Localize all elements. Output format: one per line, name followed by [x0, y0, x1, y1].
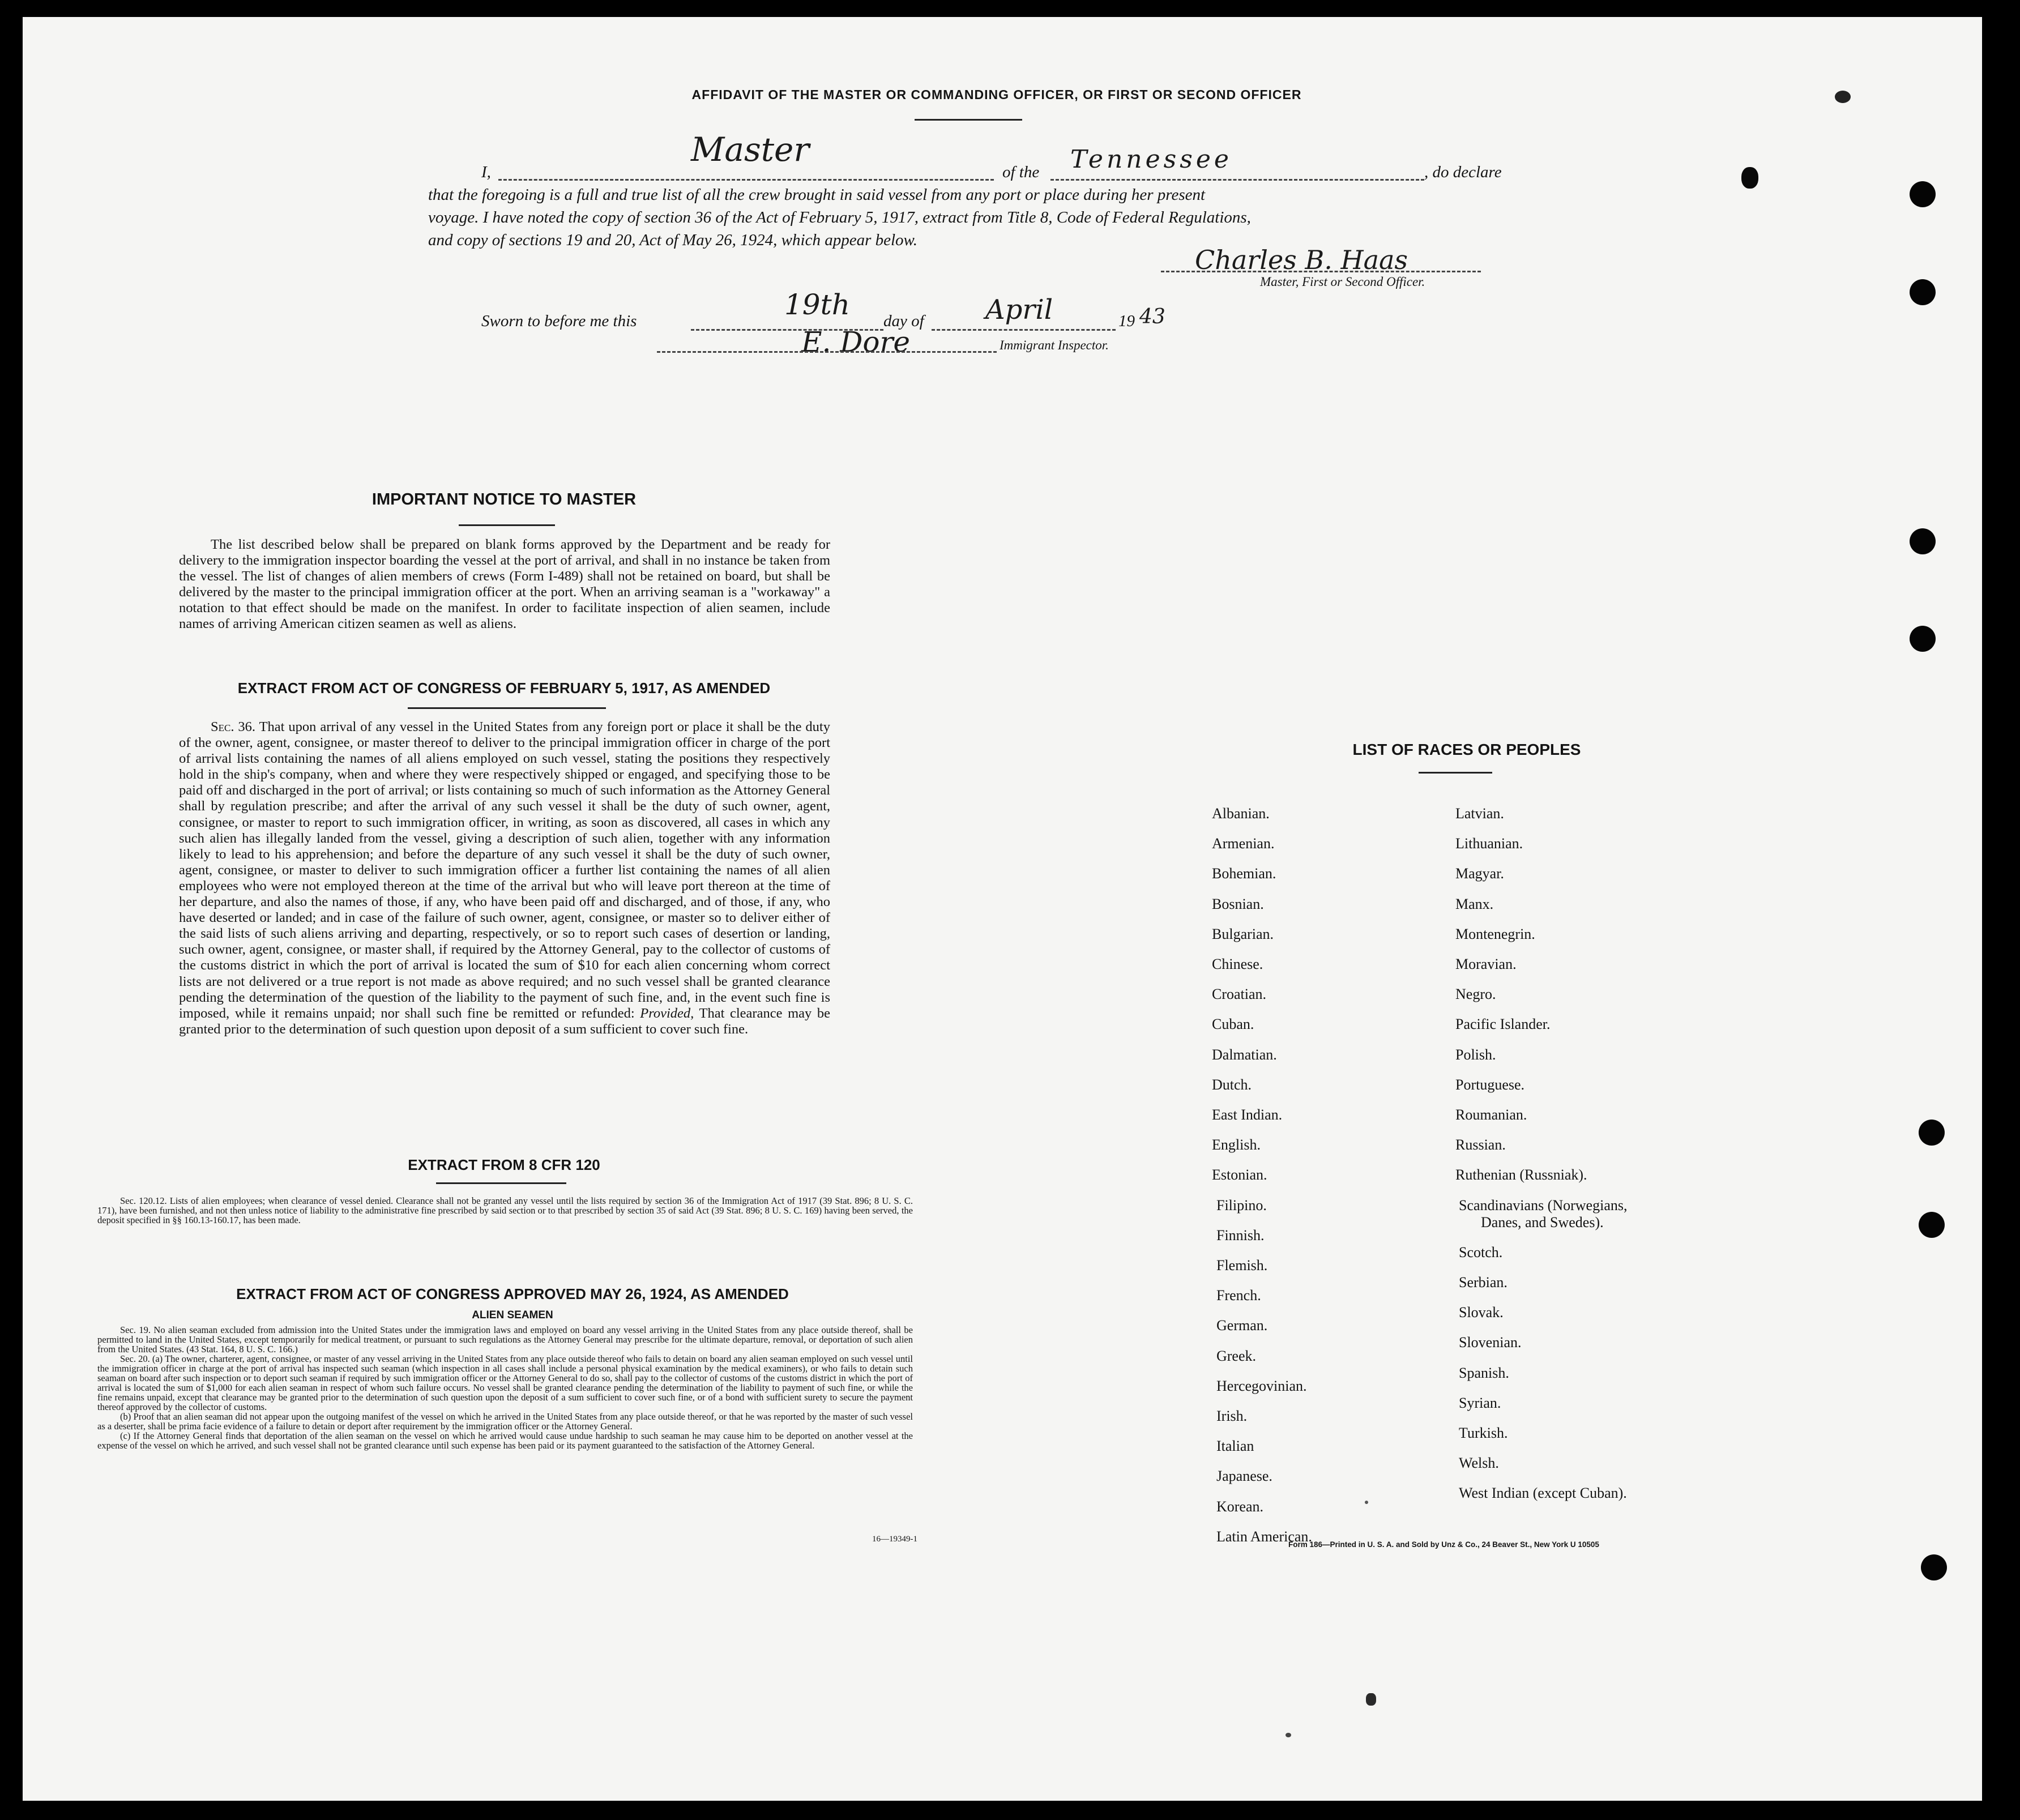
sworn-month-handwritten: April	[985, 294, 1053, 326]
race-item: Slovenian.	[1459, 1334, 1522, 1351]
race-item: Japanese.	[1216, 1468, 1272, 1485]
master-signature: Charles B. Haas	[1195, 245, 1408, 275]
extract-1924-sec19: Sec. 19. No alien seaman excluded from admission into the United States under the immigration laws and employed on board any vessel arriving in the United States from any place outside thereof, shall be permitted to land in the United States, except temporarily for medical treatment, or pursuant to such regulations as the Attorney General may prescribe for the ultimate departure, removal, or deportation of such alien from the United States. (43 Stat. 164, 8 U. S. C. 166.)	[97, 1325, 913, 1355]
race-item: Welsh.	[1459, 1455, 1499, 1472]
race-item: Chinese.	[1212, 956, 1263, 972]
extract-1924-sec20a: Sec. 20. (a) The owner, charterer, agent, consignee, or master of any vessel arriving in the United States from any place outside thereof who fails to detain on board any alien seaman employed on such vessel until the immigration officer in charge at the port of arrival has inspected such seaman (which inspection in all cases shall include a personal physical examination by the medical examiners), or who fails to detain such seaman on board after such inspection or to deport such seaman if required by such immigration officer or the Attorney General to do so, shall pay to the collector of customs of the customs district in which the port of arrival is located the sum of $1,000 for each alien seaman in respect of whom such failure occurs. No vessel shall be granted clearance pending the determination of the liability to payment of such fine, or while the fine remains unpaid, except that clearance may be granted prior to the determination of such question upon the deposit of a sum sufficient to cover such fine, or of a bond with sufficient surety to secure the payment thereof approved by the collector of customs.	[97, 1353, 913, 1412]
race-item: Dutch.	[1212, 1076, 1252, 1093]
race-item: Magyar.	[1455, 865, 1504, 882]
binder-hole	[1910, 279, 1936, 305]
race-item: Italian	[1216, 1438, 1254, 1455]
race-item: Latvian.	[1455, 805, 1504, 822]
race-item: Bulgarian.	[1212, 925, 1274, 942]
sworn-prefix: Sworn to before me this	[481, 312, 637, 330]
ink-speck	[1365, 1501, 1368, 1504]
race-item: Lithuanian.	[1455, 835, 1523, 852]
ink-speck	[1286, 1733, 1291, 1737]
binder-hole	[1919, 1212, 1945, 1238]
extract-1917-section-label: Sec. 36.	[211, 719, 256, 734]
extract-1924-sec20b: (b) Proof that an alien seaman did not appear upon the outgoing manifest of the vessel on which he arrived in the United States from any place outside thereof, or that he was reported by the master of such vessel as a deserter, shall be prima facie evidence of a failure to detain or deport after requirement by the immigration officer or the Attorney General.	[97, 1411, 913, 1432]
race-item: Albanian.	[1212, 805, 1270, 822]
race-item: Filipino.	[1216, 1197, 1267, 1214]
race-item: Finnish.	[1216, 1227, 1265, 1244]
sworn-year-prefix: 19	[1118, 312, 1135, 330]
master-signature-line	[1161, 271, 1481, 272]
affidavit-line1-prefix: I,	[481, 163, 491, 181]
sworn-year-handwritten: 43	[1139, 305, 1165, 328]
inspector-signature-caption: Immigrant Inspector.	[1000, 338, 1109, 352]
sworn-mid: day of	[883, 312, 924, 330]
race-item: Slovak.	[1459, 1304, 1504, 1321]
extract-1924-title: EXTRACT FROM ACT OF CONGRESS APPROVED MAY 26, 1924, AS AMENDED	[236, 1285, 789, 1302]
inspector-signature: E. Dore	[801, 326, 910, 358]
extract-1924-sec20c: (c) If the Attorney General finds that deportation of the alien seaman on the vessel on which he arrived would cause undue hardship to such seaman he may cause him to be deported on another vessel at the expense of the vessel on which he arrived, and such vessel shall not be granted clearance until such expense has been paid or its payment guaranteed to the satisfaction of the Attorney General.	[97, 1430, 913, 1451]
affidavit-line4: and copy of sections 19 and 20, Act of May 26, 1924, which appear below.	[428, 231, 917, 249]
ink-speck	[1835, 91, 1851, 103]
race-item: East Indian.	[1212, 1106, 1283, 1123]
race-item: Turkish.	[1459, 1425, 1508, 1441]
affidavit-line1-mid: of the	[1002, 163, 1040, 181]
master-signature-caption: Master, First or Second Officer.	[1260, 275, 1425, 289]
affidavit-title-rule	[915, 119, 1022, 121]
race-item: Roumanian.	[1455, 1106, 1527, 1123]
extract-1924-subtitle: ALIEN SEAMEN	[472, 1309, 553, 1321]
race-item: Manx.	[1455, 895, 1494, 912]
extract-1917-title: EXTRACT FROM ACT OF CONGRESS OF FEBRUARY 5, 1917, AS AMENDED	[237, 680, 771, 697]
extract-1917-title-rule	[408, 707, 606, 709]
printer-imprint: Form 186—Printed in U. S. A. and Sold by Unz & Co., 24 Beaver St., New York U 10505	[1288, 1540, 1599, 1549]
cfr-title: EXTRACT FROM 8 CFR 120	[408, 1156, 600, 1173]
race-item: Dalmatian.	[1212, 1046, 1277, 1063]
race-item: Danes, and Swedes).	[1481, 1214, 1604, 1231]
race-item: Estonian.	[1212, 1167, 1267, 1184]
sworn-line	[23, 288, 1982, 337]
race-item: Croatian.	[1212, 986, 1267, 1003]
race-item: Ruthenian (Russniak).	[1455, 1167, 1587, 1184]
sworn-day-handwritten: 19th	[784, 288, 850, 321]
extract-1924-body	[97, 1325, 913, 1450]
race-item: Bosnian.	[1212, 895, 1264, 912]
extract-1917-body	[179, 719, 830, 1037]
races-title: LIST OF RACES OR PEOPLES	[1352, 741, 1581, 758]
race-item: West Indian (except Cuban).	[1459, 1485, 1627, 1502]
race-item: German.	[1216, 1317, 1268, 1334]
race-item: Russian.	[1455, 1137, 1506, 1153]
ink-speck	[1366, 1693, 1376, 1706]
affidavit-title: AFFIDAVIT OF THE MASTER OR COMMANDING OFFICER, OR FIRST OR SECOND OFFICER	[691, 87, 1302, 102]
race-item: Syrian.	[1459, 1394, 1501, 1411]
race-item: Flemish.	[1216, 1257, 1268, 1274]
form-number: 16—19349-1	[872, 1535, 917, 1544]
notice-body: The list described below shall be prepared on blank forms approved by the Department and be ready for delivery to the immigration inspector boarding the vessel at the port of arrival, and shall in no instance be taken from the vessel. The list of changes of alien members of crews (Form I-489) shall not be retained on board, but shall be delivered by the master to the principal immigration officer at the port. When an arriving seaman is a "workaway" a notation to that effect should be made on the manifest. In order to facilitate inspection of alien seamen, include names of arriving American citizen seamen as well as aliens.	[179, 537, 830, 631]
affidavit-line1-suffix: , do declare	[1424, 163, 1502, 181]
race-item: Korean.	[1216, 1498, 1264, 1515]
affidavit-line3: voyage. I have noted the copy of section 36 of the Act of February 5, 1917, extract from Title 8, Code of Federal Regulations,	[428, 208, 1251, 227]
race-item: French.	[1216, 1287, 1261, 1304]
race-item: Scotch.	[1459, 1244, 1503, 1261]
vessel-name-handwritten: Tennessee	[1070, 145, 1232, 174]
master-name-line	[498, 179, 994, 181]
race-item: Pacific Islander.	[1455, 1016, 1551, 1033]
race-item: Montenegrin.	[1455, 925, 1535, 942]
race-item: Irish.	[1216, 1408, 1248, 1424]
race-item: Polish.	[1455, 1046, 1496, 1063]
cfr-body: Sec. 120.12. Lists of alien employees; when clearance of vessel denied. Clearance shall not be granted any vessel until the lists required by section 36 of the Immigration Act of 1917 (39 Stat. 896; 8 U. S. C. 171), have been furnished, and not then unless notice of liability to the administrative fine prescribed by said section or to that prescribed by section 35 of said Act (39 Stat. 896; 8 U. S. C. 169) having been served, the deposit specified in §§ 160.13-160.17, has been made.	[97, 1195, 913, 1225]
race-item: Armenian.	[1212, 835, 1275, 852]
race-item: Bohemian.	[1212, 865, 1276, 882]
notice-title-rule	[459, 524, 555, 526]
extract-1917-provided: Provided,	[640, 1005, 694, 1021]
races-title-rule	[1419, 772, 1492, 774]
binder-hole	[1919, 1120, 1945, 1146]
race-item: Hercegovinian.	[1216, 1377, 1307, 1394]
notice-title: IMPORTANT NOTICE TO MASTER	[371, 490, 637, 509]
vessel-name-line	[1050, 179, 1424, 181]
race-item: Greek.	[1216, 1347, 1257, 1364]
race-item: English.	[1212, 1137, 1261, 1153]
race-item: Negro.	[1455, 986, 1496, 1003]
sworn-month-line	[932, 329, 1116, 331]
document-sheet	[23, 17, 1982, 1801]
race-item: Latin American.	[1216, 1528, 1312, 1545]
cfr-title-rule	[436, 1182, 566, 1184]
binder-hole	[1910, 528, 1936, 554]
extract-1917-text: That upon arrival of any vessel in the United States from any foreign port or place it shall be the duty of the owner, agent, consignee, or master thereof to deliver to the principal immigration officer in charge of the port of arrival lists containing the names of all aliens employed on such vessel, stating the positions they respectively hold in the ship's company, when and where they were respectively shipped or engaged, and specifying those to be paid off and discharged in the port of arrival; or lists containing so much of such information as the Attorney General shall by regulation prescribe; and after the arrival of any such vessel it shall be the duty of such owner, agent, consignee, or master to report to such immigration officer, in writing, as soon as discovered, all cases in which any such alien has illegally landed from the vessel, giving a description of such alien, together with any information likely to lead to his apprehension; and before the departure of any such vessel it shall be the duty of such owner, agent, consignee, or master to deliver to such immigration officer a further list containing the names of all alien employees who were not employed thereon at the time of the arrival but who will leave port thereon at the time of her departure, and also the names of those, if any, who have been paid off and discharged, and of those, if any, who have deserted or landed; and in case of the failure of such owner, agent, consignee, or master so to deliver either of the said lists of such aliens arriving and departing, respectively, or so to report such cases of desertion or landing, such owner, agent, consignee, or master shall, if required by the Attorney General, pay to the collector of customs of the customs district in which the port of arrival is located the sum of $10 for each alien concerning whom correct lists are not delivered or a true report is not made as above required; and no such vessel shall be granted clearance pending the determination of the question of the liability to the payment of such fine, and, in the event such fine is imposed, while it remains unpaid; nor shall such fine be remitted or refunded:	[179, 719, 830, 1021]
master-name-handwritten: Master	[691, 130, 810, 169]
race-item: Cuban.	[1212, 1016, 1254, 1033]
inspector-signature-line	[657, 351, 997, 353]
binder-hole	[1910, 626, 1936, 652]
ink-speck	[1741, 167, 1758, 189]
race-item: Moravian.	[1455, 956, 1517, 972]
race-item: Spanish.	[1459, 1364, 1509, 1381]
extract-1917-text-end: That clearance may be granted prior to the determination of such question upon deposit of a sum sufficient to cover such fine.	[179, 1005, 831, 1037]
race-item: Portuguese.	[1455, 1076, 1525, 1093]
affidavit-line2: that the foregoing is a full and true list of all the crew brought in said vessel from any port or place during her present	[428, 186, 1206, 204]
race-item: Scandinavians (Norwegians,	[1459, 1197, 1628, 1214]
binder-hole	[1910, 181, 1936, 207]
binder-hole	[1921, 1554, 1947, 1580]
race-item: Serbian.	[1459, 1274, 1507, 1291]
affidavit-line1	[23, 130, 1982, 186]
